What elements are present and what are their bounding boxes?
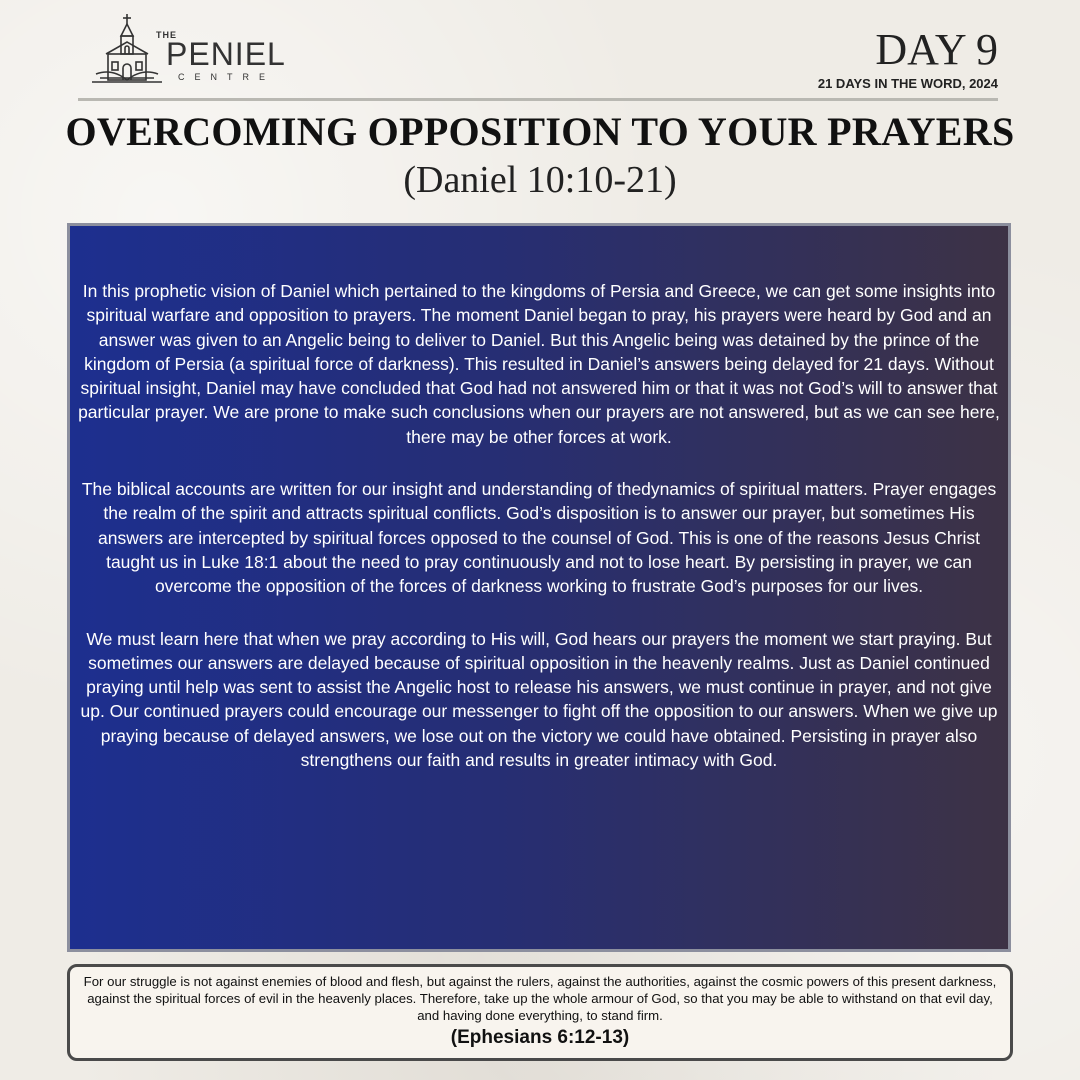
day-label: DAY 9 bbox=[875, 25, 998, 74]
devotional-paragraph: The biblical accounts are written for our insight and understanding of thedynamics of spiritual matters. Prayer engages the realm of the spirit and attracts spiritual conflicts. God’s disposition is to answer our prayer, but sometimes His answers are intercepted by spiritual forces opposed to the counsel of God. This is one of the reasons Jesus Christ taught us in Luke 18:1 about the need to pray continuously and not to lose heart. By persisting in prayer, we can overcome the opposition of the forces of darkness working to frustrate God’s purposes for our lives. bbox=[81, 479, 997, 597]
series-label: 21 DAYS IN THE WORD, 2024 bbox=[817, 76, 998, 91]
devotional-paragraph: In this prophetic vision of Daniel which pertained to the kingdoms of Persia and Greece, we can get some insights into spiritual warfare and opposition to prayers. The moment Daniel began to pray, his prayers were heard by God and an answer was given to an Angelic being to deliver to Daniel. But this Angelic being was detained by the prince of the kingdom of Persia (a spiritual force of darkness). This resulted in Daniel’s answers being delayed for 21 days. Without spiritual insight, Daniel may have concluded that God had not answered him or that it was not God’s will to answer that particular prayer. We are prone to make such conclusions when our prayers are not answered, but as we can see here, there may be other forces at work. bbox=[78, 281, 1000, 447]
church-icon bbox=[92, 12, 162, 88]
devotional-panel bbox=[67, 223, 1011, 952]
scripture-reference: (Daniel 10:10-21) bbox=[403, 159, 677, 201]
verse-box bbox=[67, 964, 1013, 1061]
header-divider bbox=[78, 98, 998, 101]
devotional-paragraph: We must learn here that when we pray according to His will, God hears our prayers the moment we start praying. But sometimes our answers are delayed because of spiritual opposition in the heavenly realms. Just as Daniel continued praying until help was sent to assist the Angelic host to release his answers, we must continue in prayer, and not give up. Our continued prayers could encourage our messenger to fight off the opposition to our answers. When we give up praying because of delayed answers, we lose out on the victory we could have obtained. Persisting in prayer also strengthens our faith and results in greater intimacy with God. bbox=[80, 628, 998, 771]
logo-name: PENIEL bbox=[166, 36, 286, 72]
logo-the: THE bbox=[156, 30, 177, 40]
verse-reference: (Ephesians 6:12-13) bbox=[450, 1027, 630, 1048]
logo-subtitle: CENTRE bbox=[178, 72, 276, 82]
peniel-centre-logo bbox=[92, 12, 292, 88]
page-title: OVERCOMING OPPOSITION TO YOUR PRAYERS bbox=[65, 109, 1015, 154]
verse-text: For our struggle is not against enemies of blood and flesh, but against the rulers, against the authorities, against the cosmic powers of this present darkness, against the spiritual forces of evil in the heavenly places. Therefore, take up the whole armour of God, so that you may be able to withstand on that evil day, and having done everything, to stand firm. bbox=[83, 974, 997, 1023]
